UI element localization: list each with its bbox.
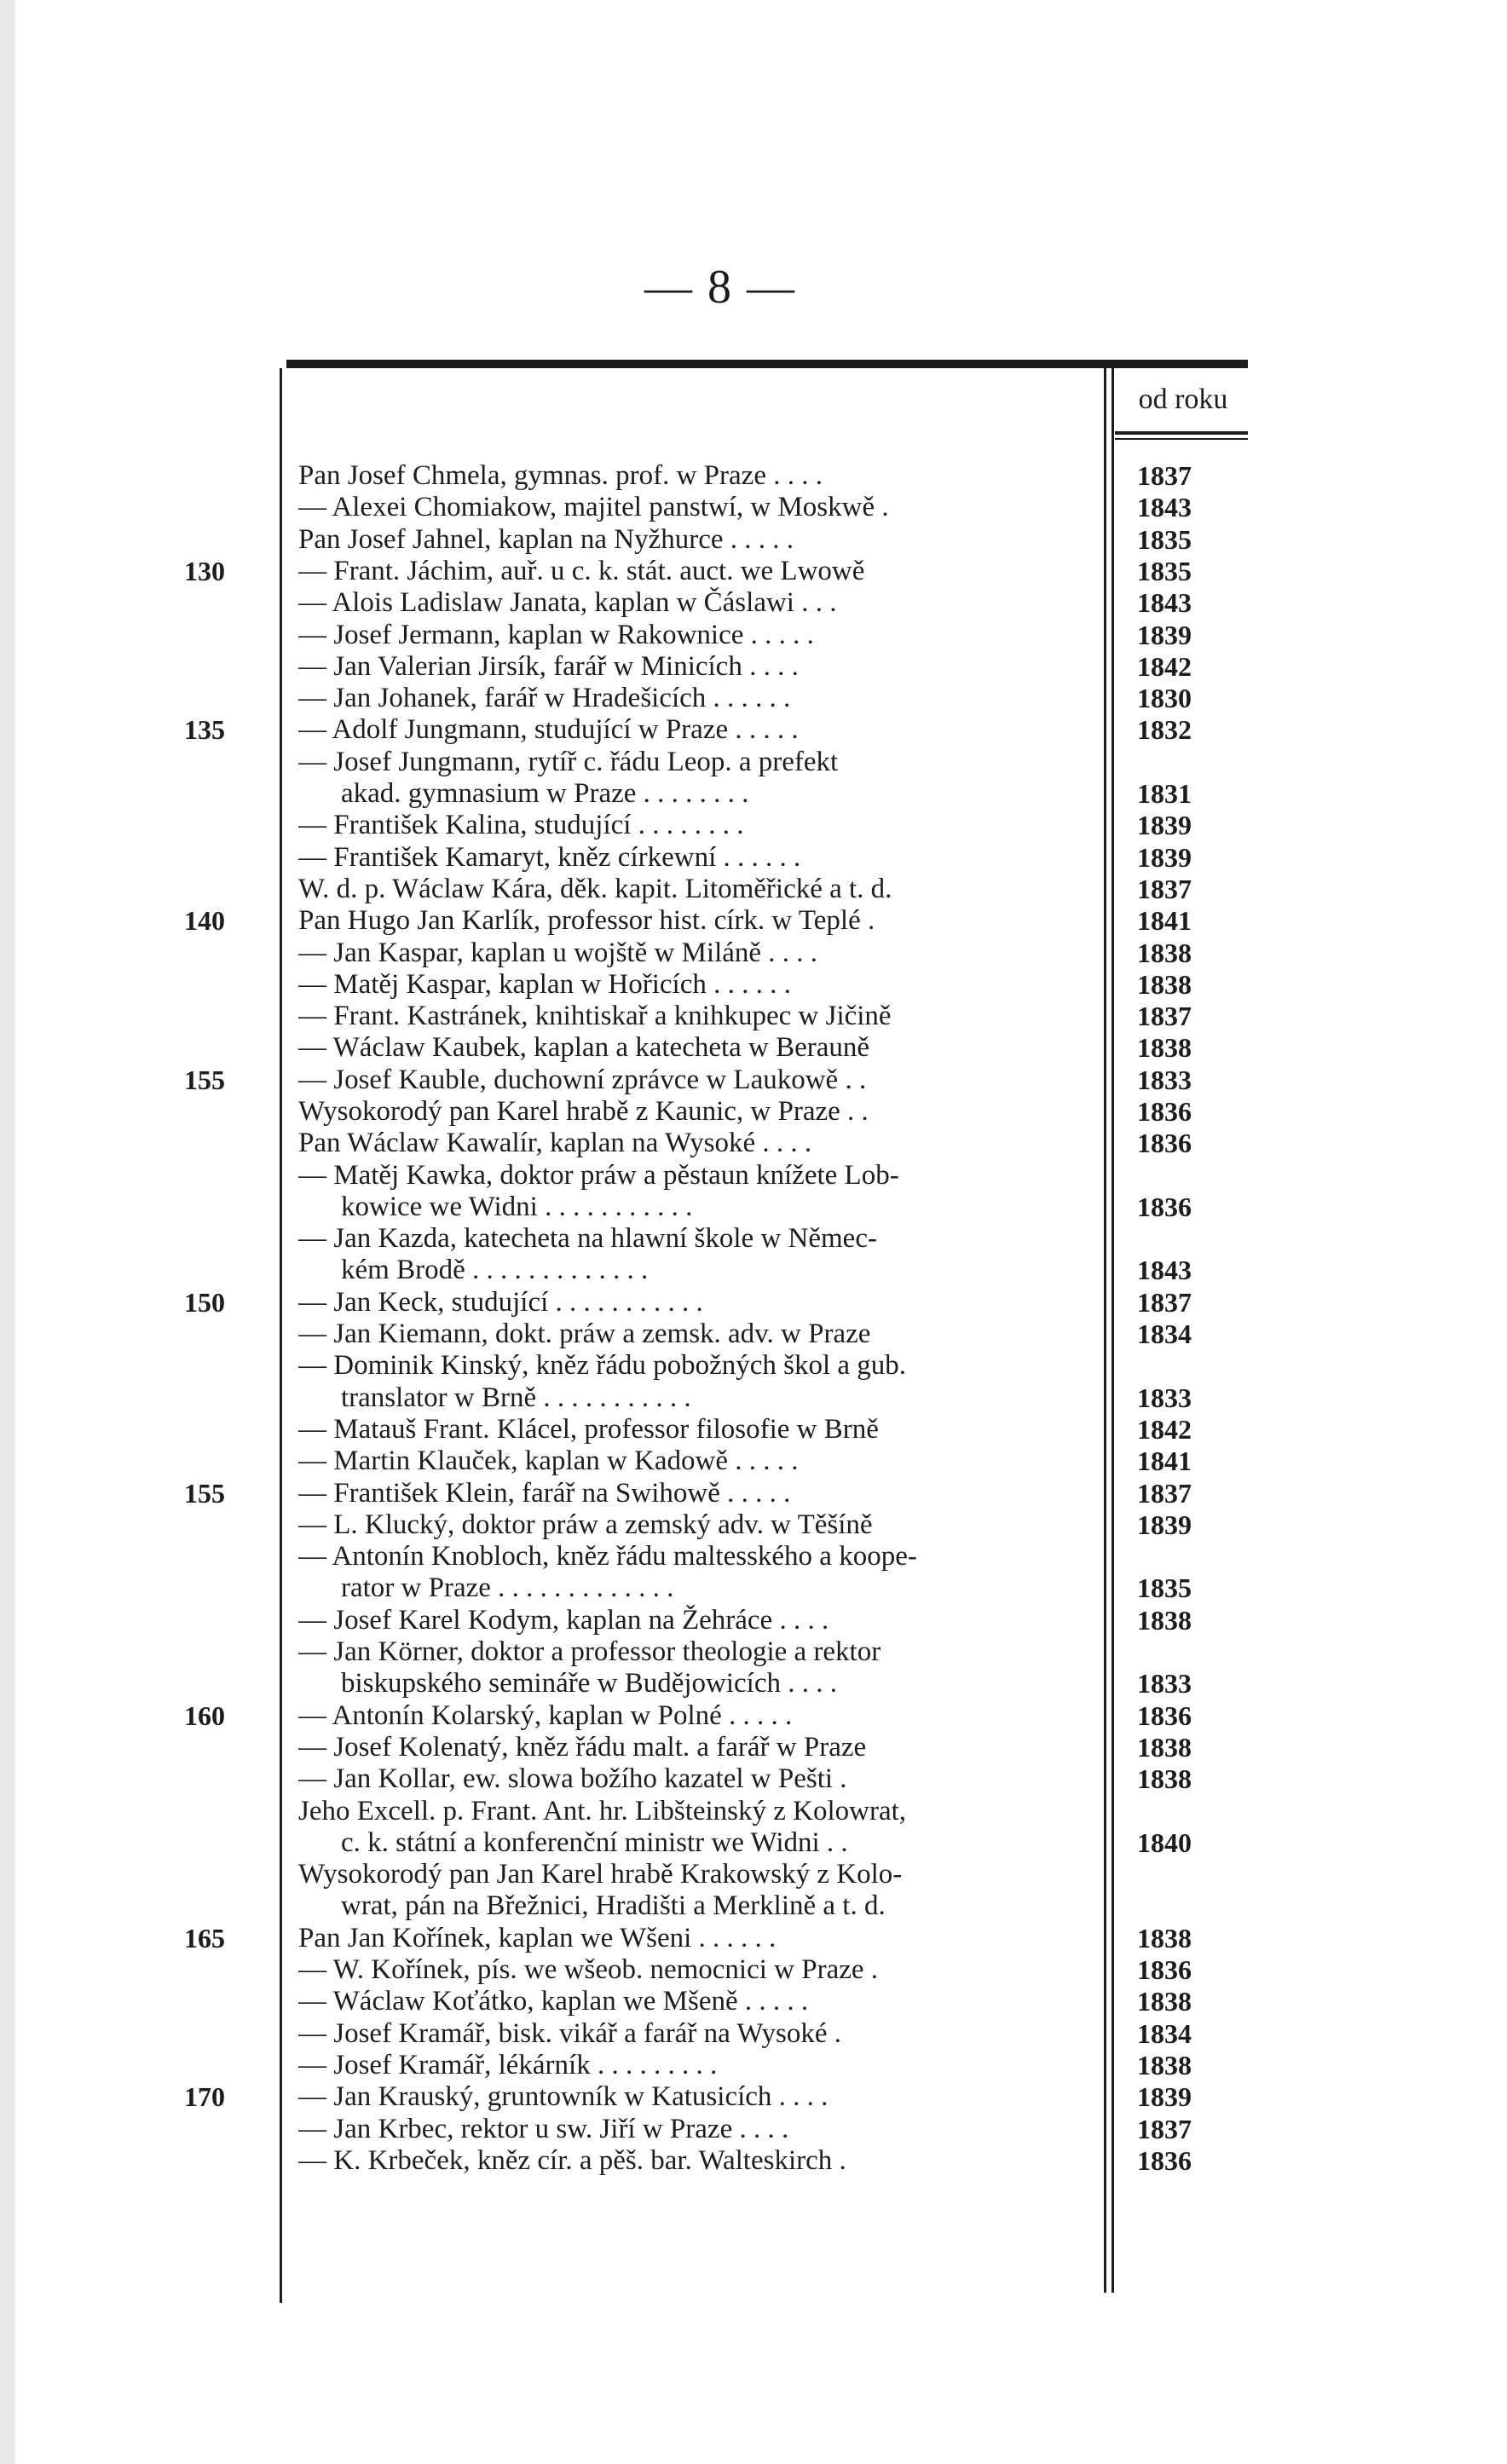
entry-line: — František Klein, farář na Swihowě . . . . . (298, 1477, 791, 1509)
entry-line: — Alois Ladislaw Janata, kaplan w Čáslawi . . . (298, 587, 837, 619)
entry-line: — Josef Jungmann, rytíř c. řádu Leop. a prefekt (298, 746, 839, 777)
entry-line: rator w Praze . . . . . . . . . . . . . (341, 1572, 674, 1604)
entry-line: — Antonín Kolarský, kaplan w Polné . . . . . (298, 1699, 793, 1731)
entry-text (298, 1160, 1095, 1224)
entry-line: — Jan Krbec, rektor u sw. Jiří w Praze . . . . (298, 2113, 789, 2144)
entry-line: Pan Hugo Jan Karlík, professor hist. círk. w Teplé . (298, 905, 875, 937)
entry-year: 1839 (1137, 810, 1192, 841)
entry-text (298, 556, 1095, 587)
entry-year: 1838 (1137, 1986, 1192, 2017)
entry-year: 1843 (1137, 492, 1192, 523)
entry-line: Pan Josef Jahnel, kaplan na Nyžhurce . . . . . (298, 523, 794, 555)
entry-text (298, 683, 1095, 714)
entry-line: — W. Kořínek, pís. we wšeob. nemocnici w Praze . (298, 1954, 879, 1986)
entry-line: Wysokorodý pan Jan Karel hrabě Krakowský z Kolo- (298, 1859, 903, 1890)
entry-text (298, 2018, 1095, 2050)
entry-text (298, 1763, 1095, 1795)
entry-year: 1833 (1137, 1064, 1192, 1095)
entry-text (298, 1414, 1095, 1446)
entry-number: 160 (184, 1699, 225, 1731)
entry-text (298, 1509, 1095, 1541)
entry-year: 1838 (1137, 1922, 1192, 1953)
top-rule (286, 360, 1248, 368)
left-column-rule (280, 368, 282, 2303)
entry-line: — Adolf Jungmann, studující w Praze . . . . . (298, 714, 799, 746)
entry-line: Pan Josef Chmela, gymnas. prof. w Praze . . . . (298, 460, 823, 491)
entry-line: — Josef Kauble, duchowní zprávce w Laukowě . . (298, 1064, 867, 1095)
entry-year: 1835 (1137, 523, 1192, 555)
entry-number: 130 (184, 555, 225, 586)
entry-year: 1834 (1137, 2017, 1192, 2049)
entry-year: 1833 (1137, 1382, 1192, 1413)
entry-text (298, 1478, 1095, 1509)
entry-text (298, 2145, 1095, 2177)
entry-number: 140 (184, 905, 225, 937)
entry-year: 1839 (1137, 2081, 1192, 2113)
header-underline-thin (1115, 438, 1248, 440)
entry-year: 1835 (1137, 1572, 1192, 1604)
entry-year: 1831 (1137, 777, 1192, 809)
entry-text (298, 969, 1095, 1001)
entry-line: — Wáclaw Koťátko, kaplan we Mšeně . . . . . (298, 1986, 809, 2017)
entry-text (298, 1796, 1095, 1860)
entry-text (298, 1319, 1095, 1350)
entry-line: wrat, pán na Břežnici, Hradišti a Merklině a t. d. (341, 1890, 886, 1922)
header-underline (1115, 431, 1248, 435)
entry-text (298, 2050, 1095, 2081)
entry-line: kowice we Widni . . . . . . . . . . . (341, 1191, 693, 1222)
page-number: — 8 — (644, 261, 796, 314)
entry-year: 1842 (1137, 1414, 1192, 1445)
entry-line: — Josef Kolenatý, kněz řádu malt. a farář w Praze (298, 1732, 867, 1763)
entry-line: akad. gymnasium w Praze . . . . . . . . (341, 777, 749, 809)
entry-year: 1839 (1137, 619, 1192, 650)
entry-line: — Jan Körner, doktor a professor theologie a rektor (298, 1636, 881, 1668)
entry-text (298, 2081, 1095, 2113)
entry-text (298, 587, 1095, 619)
entry-line: kém Brodě . . . . . . . . . . . . . (341, 1255, 649, 1286)
entry-year: 1838 (1137, 1032, 1192, 1064)
entry-text (298, 2114, 1095, 2145)
entry-line: — Jan Kazda, katecheta na hlawní škole w Němec- (298, 1223, 877, 1255)
entry-text (298, 905, 1095, 937)
year-column-header: od roku (1138, 384, 1228, 415)
entry-year: 1839 (1137, 841, 1192, 873)
entry-year: 1841 (1137, 1446, 1192, 1477)
entry-line: — Jan Johanek, farář w Hradešicích . . . . . . (298, 683, 791, 714)
entry-text (298, 874, 1095, 905)
entry-line: — L. Klucký, doktor práw a zemský adv. w Těšíně (298, 1509, 873, 1540)
entry-year: 1836 (1137, 1128, 1192, 1159)
entry-line: — Matěj Kawka, doktor práw a pěstaun knížete Lob- (298, 1159, 899, 1191)
entry-line: — Frant. Kastránek, knihtiskař a knihkupec w Jičině (298, 1001, 892, 1032)
entry-year: 1835 (1137, 555, 1192, 586)
entry-line: — Jan Kaspar, kaplan u wojště w Miláně . . . . (298, 937, 818, 968)
entry-line: — Josef Karel Kodym, kaplan na Žehráce . . . . (298, 1604, 829, 1636)
year-column-rule (1104, 368, 1106, 2293)
entry-text (298, 1032, 1095, 1064)
entry-year: 1836 (1137, 1191, 1192, 1222)
entry-line: — Dominik Kinský, kněz řádu pobožných škol a gub. (298, 1350, 907, 1382)
entry-year: 1837 (1137, 1286, 1192, 1318)
entry-year: 1833 (1137, 1668, 1192, 1699)
entry-line: — Jan Krauský, gruntowník w Katusicích . . . . (298, 2081, 829, 2113)
entry-year: 1837 (1137, 2113, 1192, 2144)
entry-year: 1832 (1137, 714, 1192, 746)
entry-text (298, 492, 1095, 523)
entry-text (298, 747, 1095, 811)
entry-text (298, 1350, 1095, 1414)
entry-number: 170 (184, 2081, 225, 2113)
entry-text (298, 460, 1095, 492)
entry-text (298, 1541, 1095, 1605)
entry-text (298, 1287, 1095, 1319)
entry-line: — Martin Klauček, kaplan w Kadowě . . . . . (298, 1446, 799, 1477)
entry-year: 1834 (1137, 1319, 1192, 1350)
entry-year: 1836 (1137, 1699, 1192, 1731)
entry-text (298, 1954, 1095, 1986)
entry-text (298, 1700, 1095, 1732)
entry-year: 1839 (1137, 1509, 1192, 1540)
entry-line: — Alexei Chomiakow, majitel panstwí, w Moskwě . (298, 492, 889, 523)
page-edge-shadow (0, 0, 15, 2464)
entry-line: — Jan Kiemann, dokt. práw a zemsk. adv. w Praze (298, 1319, 871, 1350)
entry-line: Jeho Excell. p. Frant. Ant. hr. Libšteinský z Kolowrat, (298, 1795, 907, 1826)
entry-year: 1843 (1137, 587, 1192, 619)
entry-year: 1836 (1137, 2144, 1192, 2176)
entry-year: 1838 (1137, 2050, 1192, 2080)
entry-line: — Josef Jermann, kaplan w Rakownice . . . . . (298, 619, 814, 650)
entry-text (298, 1986, 1095, 2017)
entry-text (298, 714, 1095, 746)
entry-year: 1838 (1137, 1604, 1192, 1636)
entry-line: W. d. p. Wáclaw Kára, děk. kapit. Litoměřické a t. d. (298, 873, 892, 904)
entry-line: — Antonín Knobloch, kněz řádu maltesského a koope- (298, 1541, 917, 1572)
entry-line: Pan Jan Kořínek, kaplan we Wšeni . . . . . . (298, 1922, 777, 1953)
entry-text (298, 938, 1095, 969)
entry-text (298, 1065, 1095, 1096)
entry-line: — Jan Kollar, ew. slowa božího kazatel w Pešti . (298, 1763, 847, 1795)
entry-year: 1837 (1137, 873, 1192, 904)
entry-text (298, 1223, 1095, 1287)
entry-line: c. k. státní a konferenční ministr we Widni . . (341, 1826, 848, 1858)
entry-year: 1830 (1137, 683, 1192, 714)
entry-year: 1843 (1137, 1255, 1192, 1286)
entry-line: — František Kamaryt, kněz církewní . . . . . . (298, 841, 801, 873)
entry-year: 1840 (1137, 1826, 1192, 1858)
entry-text (298, 620, 1095, 651)
entry-text (298, 1605, 1095, 1636)
entry-text (298, 651, 1095, 683)
entry-year: 1837 (1137, 1477, 1192, 1509)
entry-text (298, 1859, 1095, 1923)
entry-year: 1837 (1137, 1001, 1192, 1032)
entry-year: 1838 (1137, 1732, 1192, 1763)
entry-text (298, 842, 1095, 874)
entry-line: — K. Krbeček, kněz cír. a pěš. bar. Walteskirch . (298, 2144, 846, 2176)
entry-line: — František Kalina, studující . . . . . . . . (298, 810, 744, 841)
entry-line: — Josef Kramář, lékárník . . . . . . . . . (298, 2050, 718, 2080)
entry-number: 150 (184, 1286, 225, 1318)
entry-line: — Frant. Jáchim, auř. u c. k. stát. auct. we Lwowě (298, 555, 865, 586)
entry-year: 1836 (1137, 1954, 1192, 1986)
entry-line: Pan Wáclaw Kawalír, kaplan na Wysoké . . . . (298, 1128, 812, 1159)
entry-year: 1841 (1137, 905, 1192, 937)
entry-text (298, 1732, 1095, 1763)
entry-text (298, 1001, 1095, 1032)
entry-text (298, 1923, 1095, 1954)
entry-text (298, 810, 1095, 841)
entry-year: 1838 (1137, 968, 1192, 1000)
entry-line: — Jan Valerian Jirsík, farář w Minicích . . . . (298, 650, 799, 682)
entry-line: Wysokorodý pan Karel hrabě z Kaunic, w Praze . . (298, 1096, 869, 1127)
entry-number: 155 (184, 1477, 225, 1509)
entry-line: — Wáclaw Kaubek, kaplan a katecheta w Berauně (298, 1032, 870, 1064)
entry-text (298, 1096, 1095, 1128)
entry-number: 155 (184, 1064, 225, 1095)
entry-line: — Matěj Kaspar, kaplan w Hořicích . . . . . . (298, 968, 791, 1000)
entry-year: 1837 (1137, 460, 1192, 491)
year-column-rule-inner (1111, 368, 1114, 2293)
entry-line: — Jan Keck, studující . . . . . . . . . . . (298, 1286, 703, 1318)
entry-line: — Matauš Frant. Klácel, professor filosofie w Brně (298, 1414, 879, 1445)
entry-year: 1842 (1137, 650, 1192, 682)
entry-number: 135 (184, 714, 225, 746)
entry-text (298, 1128, 1095, 1159)
entry-year: 1836 (1137, 1096, 1192, 1127)
entry-year: 1838 (1137, 937, 1192, 968)
entry-text (298, 1446, 1095, 1477)
entry-line: — Josef Kramář, bisk. vikář a farář na Wysoké . (298, 2017, 842, 2049)
entry-text (298, 1636, 1095, 1700)
entry-line: translator w Brně . . . . . . . . . . . (341, 1382, 691, 1413)
entry-text (298, 524, 1095, 556)
entry-number: 165 (184, 1922, 225, 1953)
entry-line: biskupského semináře w Budějowicích . . . . (341, 1668, 837, 1699)
entry-year: 1838 (1137, 1763, 1192, 1795)
